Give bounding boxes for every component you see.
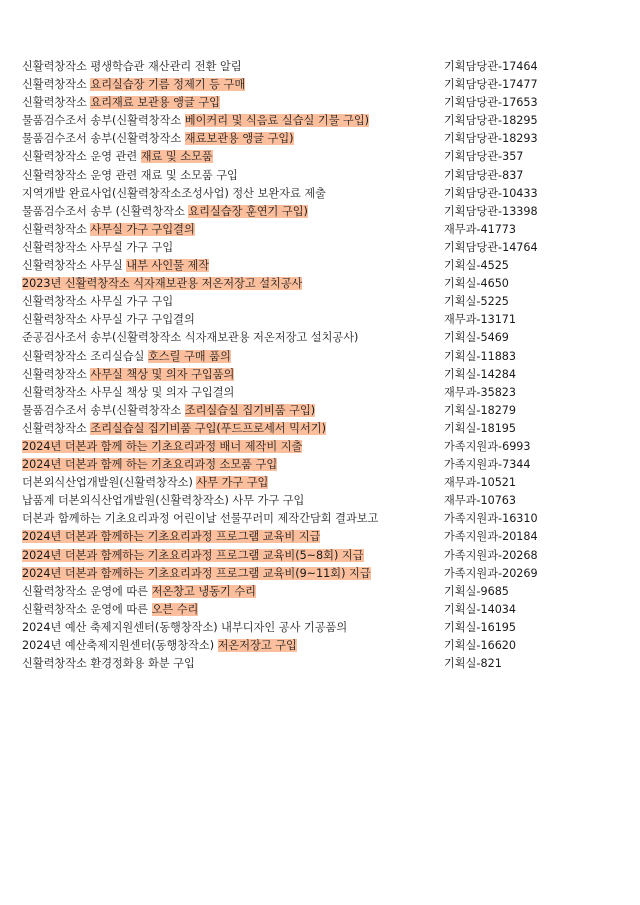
document-number: 기획실-4525 <box>444 259 509 273</box>
document-row <box>0 438 640 456</box>
document-number: 기획실-821 <box>444 657 502 671</box>
document-title <box>22 655 195 673</box>
document-number: 재무과-41773 <box>444 222 517 236</box>
title-text: 신활력창작소 <box>22 367 91 381</box>
title-text: 신활력창작소 <box>22 78 91 92</box>
title-text: 신활력창작소 사무실 <box>22 259 127 273</box>
document-number: 기획실-18195 <box>444 421 517 435</box>
title-text: 신활력창작소 평생학습관 재산관리 전환 알림 <box>22 60 242 73</box>
title-text: 더본외식산업개발원(신활력창작소) <box>22 476 197 490</box>
title-text: 신활력창작소 사무실 가구 구입 <box>22 240 174 254</box>
document-number: 재무과-10521 <box>444 476 517 490</box>
highlighted-text: 2024년 더본과 함께하는 기초요리과정 프로그램 교육비(9~11회) 지급 <box>22 566 371 580</box>
document-row <box>0 94 640 112</box>
title-text: 물품검수조서 송부(신활력창작소 <box>22 403 185 417</box>
document-title <box>22 528 320 546</box>
document-number: 기획담당관-17477 <box>444 78 538 92</box>
document-number: 기획담당관-837 <box>444 168 524 182</box>
document-number: 기획실-18279 <box>444 403 517 417</box>
document-row <box>0 130 640 148</box>
document-row <box>0 203 640 221</box>
title-text: 물품검수조서 송부(신활력창작소 <box>22 114 185 128</box>
title-text: 신활력창작소 조리실습실 <box>22 349 148 363</box>
document-number: 기획담당관-357 <box>444 150 524 164</box>
document-title <box>22 275 302 293</box>
document-title <box>22 203 308 221</box>
document-row <box>0 619 640 637</box>
document-title <box>22 185 326 203</box>
title-text: 물품검수조서 송부(신활력창작소 <box>22 132 185 146</box>
document-title <box>22 456 277 474</box>
document-title <box>22 583 256 601</box>
document-number: 재무과-35823 <box>444 385 517 399</box>
document-title <box>22 547 364 565</box>
document-number: 가족지원과-20184 <box>444 530 538 544</box>
document-title <box>22 384 234 402</box>
document-title <box>22 311 195 329</box>
title-text: 2024년 예산 축제지원센터(동행창작소) 내부디자인 공사 기공품의 <box>22 620 348 634</box>
title-text: 신활력창작소 <box>22 96 91 110</box>
document-row <box>0 58 640 76</box>
document-row <box>0 293 640 311</box>
document-number: 기획실-16195 <box>444 620 517 634</box>
highlighted-text: 2024년 더본과 함께하는 기초요리과정 프로그램 교육비 지급 <box>22 530 321 544</box>
document-title <box>22 257 209 275</box>
highlighted-text: 사무 가구 구입 <box>196 476 269 490</box>
highlighted-text: 요리실습장 기름 정제기 등 구매 <box>90 78 246 92</box>
document-title <box>22 94 220 112</box>
document-row <box>0 275 640 293</box>
title-text: 신활력창작소 운영 관련 재료 및 소모품 구입 <box>22 168 238 182</box>
document-number: 기획담당관-18293 <box>444 132 538 146</box>
document-title <box>22 130 294 148</box>
highlighted-text: 조리실습실 집기비품 구입(푸드프로세서 믹서기) <box>90 421 326 435</box>
document-number: 기획담당관-13398 <box>444 204 538 218</box>
document-number: 재무과-13171 <box>444 313 517 327</box>
document-title <box>22 366 234 384</box>
document-row <box>0 456 640 474</box>
title-text: 신활력창작소 사무실 책상 및 의자 구입결의 <box>22 385 235 399</box>
document-number: 가족지원과-16310 <box>444 512 538 526</box>
document-title <box>22 348 231 366</box>
title-text: 신활력창작소 사무실 가구 구입결의 <box>22 313 195 327</box>
document-title <box>22 76 245 94</box>
document-row <box>0 257 640 275</box>
title-text: 2024년 예산축제지원센터(동행창작소) <box>22 639 218 652</box>
document-title <box>22 58 242 76</box>
document-row <box>0 221 640 239</box>
highlighted-text: 사무실 책상 및 의자 구입품의 <box>90 367 235 381</box>
document-row <box>0 492 640 510</box>
document-title <box>22 148 213 166</box>
document-row <box>0 528 640 546</box>
title-text: 준공검사조서 송부(신활력창작소 식자재보관용 저온저장고 설치공사) <box>22 331 359 345</box>
document-row <box>0 547 640 565</box>
document-title <box>22 402 315 420</box>
title-text: 신활력창작소 운영 관련 <box>22 150 141 164</box>
document-row <box>0 583 640 601</box>
highlighted-text: 2024년 더본과 함께 하는 기초요리과정 배너 제작비 지출 <box>22 439 303 453</box>
document-title <box>22 492 304 510</box>
document-title <box>22 293 173 311</box>
document-row <box>0 112 640 130</box>
title-text: 납품계 더본외식산업개발원(신활력창작소) 사무 가구 구입 <box>22 494 305 508</box>
title-text: 신활력창작소 환경정화용 화분 구입 <box>22 657 195 671</box>
highlighted-text: 요리재료 보관용 앵글 구입 <box>90 96 220 110</box>
document-row <box>0 565 640 583</box>
document-number: 가족지원과-20268 <box>444 548 538 562</box>
title-text: 신활력창작소 <box>22 421 91 435</box>
document-title <box>22 329 358 347</box>
document-row <box>0 148 640 166</box>
highlighted-text: 재료보관용 앵글 구입) <box>184 132 294 146</box>
highlighted-text: 재료 및 소모품 <box>140 150 213 164</box>
document-number: 기획실-11883 <box>444 349 517 363</box>
highlighted-text: 사무실 가구 구입결의 <box>90 222 195 236</box>
document-row <box>0 348 640 366</box>
document-number: 기획실-4650 <box>444 277 509 291</box>
document-number: 가족지원과-20269 <box>444 566 538 580</box>
document-title <box>22 474 268 492</box>
document-title <box>22 619 347 637</box>
document-number: 기획실-5225 <box>444 295 509 309</box>
document-title <box>22 239 173 257</box>
document-title <box>22 510 378 528</box>
document-title <box>22 420 326 438</box>
document-row <box>0 167 640 185</box>
document-row <box>0 366 640 384</box>
document-number: 기획실-5469 <box>444 331 509 345</box>
document-title <box>22 167 238 185</box>
document-title <box>22 438 302 456</box>
document-title <box>22 112 369 130</box>
document-number: 재무과-10763 <box>444 494 517 508</box>
title-text: 신활력창작소 운영에 따른 <box>22 602 152 616</box>
highlighted-text: 내부 사인물 제작 <box>126 259 210 273</box>
document-number: 가족지원과-7344 <box>444 458 531 472</box>
highlighted-text: 베이커리 및 식음료 실습실 기물 구입) <box>184 114 370 128</box>
title-text: 지역개발 완료사업(신활력창작소조성사업) 정산 보완자료 제출 <box>22 186 326 200</box>
document-row <box>0 655 640 673</box>
document-number: 가족지원과-6993 <box>444 439 531 453</box>
document-number: 기획실-14034 <box>444 602 517 616</box>
title-text: 신활력창작소 <box>22 222 91 236</box>
document-row <box>0 384 640 402</box>
document-title <box>22 637 297 655</box>
document-list <box>0 58 640 673</box>
document-row <box>0 637 640 655</box>
document-row <box>0 329 640 347</box>
title-text: 신활력창작소 사무실 가구 구입 <box>22 295 174 309</box>
highlighted-text: 저온저장고 구입 <box>217 639 297 652</box>
highlighted-text: 저온창고 냉동기 수리 <box>151 584 256 598</box>
title-text: 물품검수조서 송부 (신활력창작소 <box>22 204 189 218</box>
document-number: 기획담당관-10433 <box>444 186 538 200</box>
document-title <box>22 565 371 583</box>
document-title <box>22 221 195 239</box>
document-row <box>0 76 640 94</box>
title-text: 더본과 함께하는 기초요리과정 어린이날 선물꾸러미 제작간담회 결과보고 <box>22 512 379 526</box>
document-row <box>0 311 640 329</box>
document-row <box>0 239 640 257</box>
highlighted-text: 조리실습실 집기비품 구입) <box>184 403 316 417</box>
document-number: 기획담당관-14764 <box>444 240 538 254</box>
highlighted-text: 2023년 신활력창작소 식자재보관용 저온저장고 설치공사 <box>22 277 303 291</box>
document-row <box>0 185 640 203</box>
document-row <box>0 420 640 438</box>
document-row <box>0 402 640 420</box>
document-row <box>0 510 640 528</box>
highlighted-text: 2024년 더본과 함께 하는 기초요리과정 소모품 구입 <box>22 458 278 472</box>
document-number: 기획실-16620 <box>444 639 517 652</box>
document-number: 기획담당관-17653 <box>444 96 538 110</box>
highlighted-text: 호스릴 구매 품의 <box>148 349 231 363</box>
document-number: 기획담당관-17464 <box>444 60 538 73</box>
document-number: 기획실-9685 <box>444 584 509 598</box>
highlighted-text: 요리실습장 훈연기 구입) <box>188 204 308 218</box>
document-title <box>22 601 198 619</box>
highlighted-text: 2024년 더본과 함께하는 기초요리과정 프로그램 교육비(5~8회) 지급 <box>22 548 364 562</box>
document-row <box>0 474 640 492</box>
document-row <box>0 601 640 619</box>
highlighted-text: 오븐 수리 <box>151 602 199 616</box>
document-number: 기획실-14284 <box>444 367 517 381</box>
title-text: 신활력창작소 운영에 따른 <box>22 584 152 598</box>
document-number: 기획담당관-18295 <box>444 114 538 128</box>
